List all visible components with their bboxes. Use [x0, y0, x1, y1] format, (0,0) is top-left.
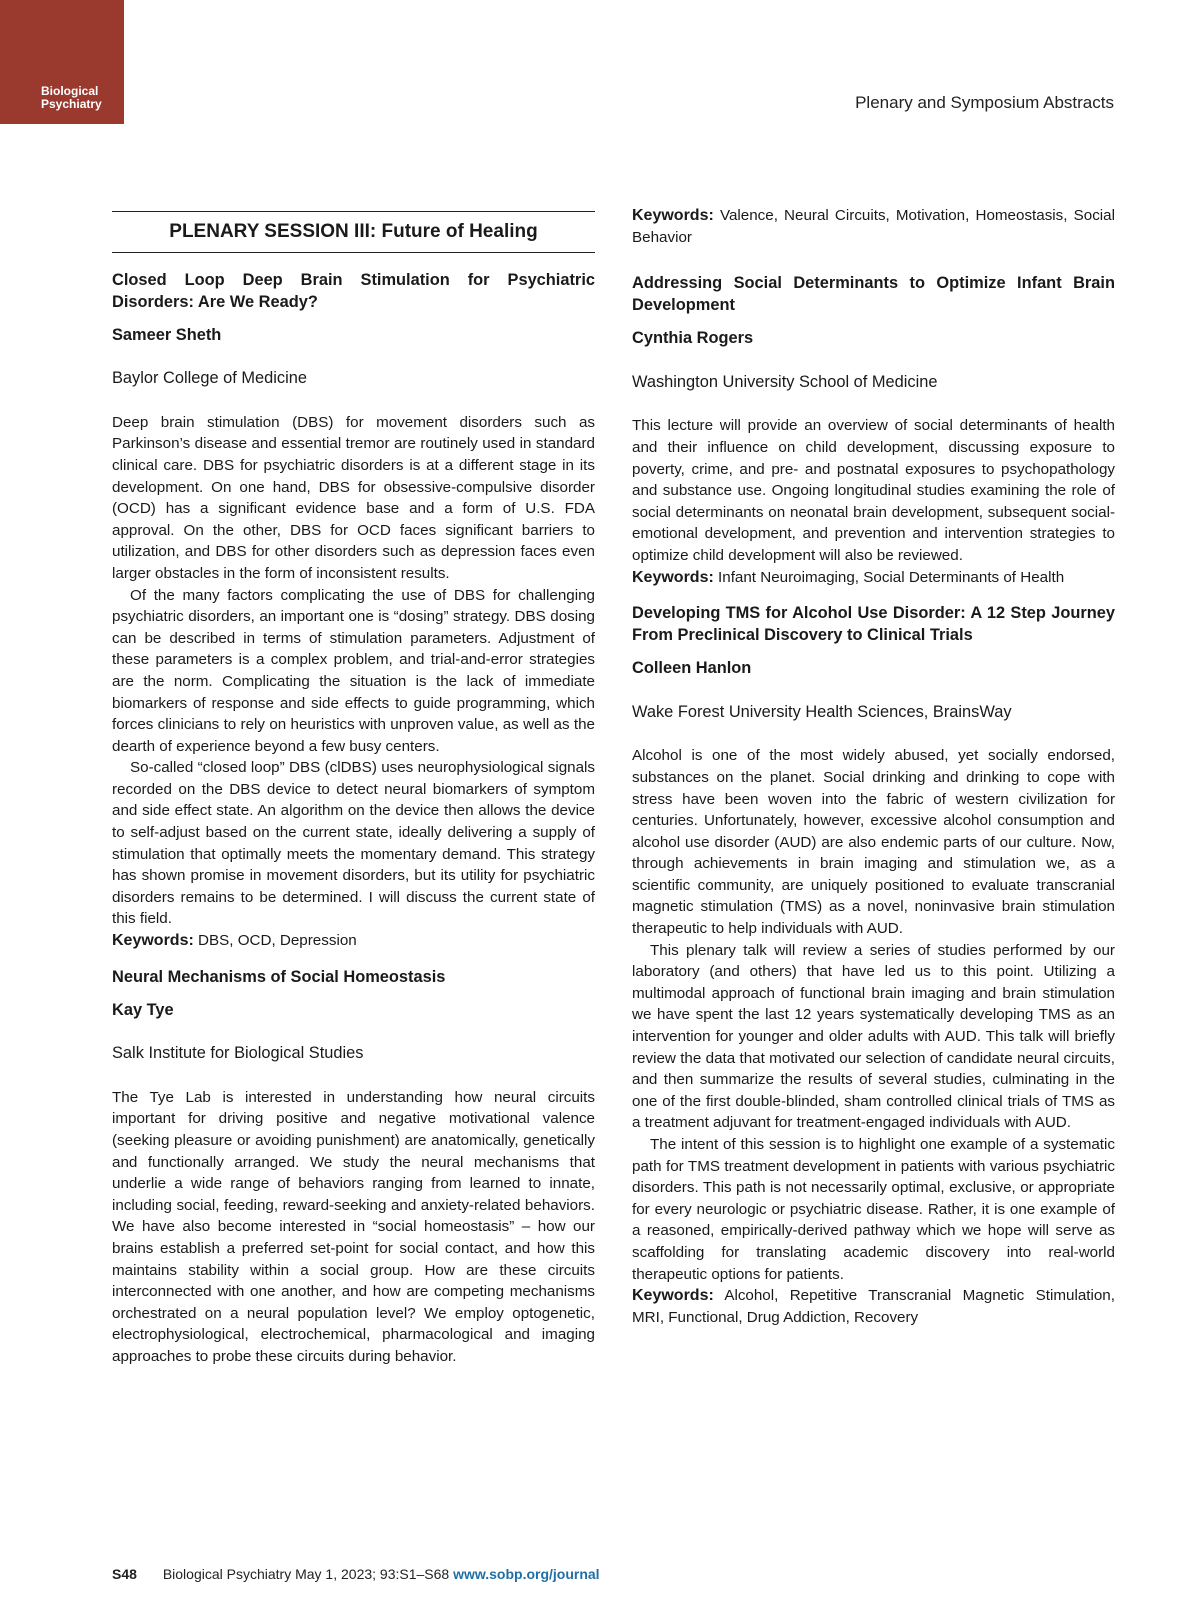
abstract-title: Developing TMS for Alcohol Use Disorder: A 12 Step Journey From Preclinical Discovery to Clinical Trials	[632, 604, 1115, 645]
abstract-paragraph: Of the many factors complicating the use of DBS for challenging psychiatric disorders, an important one is “dosing” strategy. DBS dosing can be described in terms of stimulation parameters. Adjustment of these parameters is a complex problem, and trial-and-error strategies are the norm. Complicating the situation is the lack of immediate biomarkers of response and side effects to guide programming, which forces clinicians to rely on heuristics with unproven value, as well as the dearth of experience beyond a few busy centers.	[112, 586, 595, 755]
journal-logo	[0, 0, 124, 124]
abstract-paragraph: This lecture will provide an overview of social determinants of health and their influence on child development, discussing exposure to poverty, crime, and pre- and postnatal exposures to psychopathology and substance use. Ongoing longitudinal studies examining the role of social determinants on neonatal brain development, subsequent social-emotional development, and prevention and intervention strategies to optimize child development will also be reviewed.	[632, 417, 1115, 564]
abstract-keywords	[632, 567, 1115, 589]
abstract-paragraph: This plenary talk will review a series of studies performed by our laboratory (and others) that have led us to this point. Utilizing a multimodal approach of functional brain imaging and brain stimulation we have spent the last 12 years systematically developing TMS as an intervention for younger and older adults with AUD. This talk will briefly review the data that motivated our selection of candidate neural circuits, and then summarize the results of several studies, culminating in the one of the first double-blinded, sham controlled clinical trials of TMS as a treatment adjuvant for treatment-engaged individuals with AUD.	[632, 941, 1115, 1132]
keywords-label: Keywords:	[632, 1287, 714, 1305]
abstract-paragraph: Alcohol is one of the most widely abused, yet socially endorsed, substances on the planet. Social drinking and drinking to cope with stress have been woven into the fabric of western civilization for centuries. Unfortunately, however, excessive alcohol consumption and alcohol use disorder (AUD) are also endemic parts of our culture. Now, through achievements in brain imaging and stimulation we, as a scientific community, are uniquely positioned to evaluate transcranial magnetic stimulation (TMS) as a novel, noninvasive brain stimulation therapeutic to help individuals with AUD.	[632, 747, 1115, 938]
abstract-paragraph: The intent of this session is to highlight one example of a systematic path for TMS treatment development in patients with various psychiatric disorders. This path is not necessarily optimal, exclusive, or appropriate for every neurologic or psychiatric disease. Rather, it is one example of a reasoned, empirically-derived pathway which we hope will serve as scaffolding for translating academic discovery into real-world therapeutic options for patients.	[632, 1136, 1115, 1283]
journal-logo-text	[41, 85, 102, 111]
abstract-keywords	[632, 205, 1115, 248]
abstract-title: Neural Mechanisms of Social Homeostasis	[112, 967, 446, 986]
page-number: S48	[112, 1566, 137, 1582]
keywords-text: Infant Neuroimaging, Social Determinants of Health	[718, 568, 1065, 586]
left-column	[112, 205, 595, 1368]
abstract-affiliation: Baylor College of Medicine	[112, 369, 307, 388]
abstract-affiliation: Washington University School of Medicine	[632, 372, 938, 391]
citation: Biological Psychiatry May 1, 2023; 93:S1–S68	[162, 1566, 450, 1582]
logo-line-2: Psychiatry	[41, 97, 102, 111]
keywords-label: Keywords:	[632, 207, 714, 224]
abstract-title: Closed Loop Deep Brain Stimulation for Psychiatric Disorders: Are We Ready?	[112, 270, 595, 311]
abstract-paragraph: So-called “closed loop” DBS (clDBS) uses neurophysiological signals recorded on the DBS device to detect neural biomarkers of symptom and side effect state. An algorithm on the device then allows the device to self-adjust based on the current state, ideally delivering a supply of stimulation that optimally meets the momentary demand. This strategy has shown promise in movement disorders, but its utility for psychiatric disorders remains to be determined. I will discuss the current state of this field.	[112, 759, 595, 928]
abstract-author: Colleen Hanlon	[632, 659, 752, 678]
abstract-title: Addressing Social Determinants to Optimize Infant Brain Development	[632, 274, 1115, 315]
page-footer	[112, 1566, 600, 1582]
keywords-text: Valence, Neural Circuits, Motivation, Homeostasis, Social Behavior	[632, 207, 1115, 246]
keywords-label: Keywords:	[632, 568, 714, 586]
keywords-text: Alcohol, Repetitive Transcranial Magnetic Stimulation, MRI, Functional, Drug Addiction, Recovery	[632, 1287, 1115, 1326]
abstract-author: Kay Tye	[112, 1000, 174, 1019]
abstract-paragraph: The Tye Lab is interested in understanding how neural circuits important for driving positive and negative motivational valence (seeking pleasure or avoiding punishment) are anatomically, genetically and functionally arranged. We study the neural mechanisms that underlie a wide range of behaviors ranging from learned to innate, including social, feeding, reward-seeking and anxiety-related behaviors. We have also become interested in “social homeostasis” – how our brains establish a preferred set-point for social contact, and how this maintains stability within a social group. How are these circuits interconnected with one another, and how are competing mechanisms orchestrated on a neural population level? We employ optogenetic, electrophysiological, electrochemical, pharmacological and imaging approaches to probe these circuits during behavior.	[112, 1088, 595, 1365]
running-head: Plenary and Symposium Abstracts	[855, 93, 1114, 112]
abstract-keywords	[112, 930, 595, 952]
abstract-affiliation: Salk Institute for Biological Studies	[112, 1044, 364, 1063]
abstract-keywords	[632, 1285, 1115, 1328]
right-column	[632, 205, 1115, 1328]
abstract-affiliation: Wake Forest University Health Sciences, BrainsWay	[632, 702, 1012, 721]
abstract-paragraph: Deep brain stimulation (DBS) for movement disorders such as Parkinson’s disease and essential tremor are routinely used in standard clinical care. DBS for psychiatric disorders is at a different stage in its development. On one hand, DBS for obsessive-compulsive disorder (OCD) has a significant evidence base and a form of U.S. FDA approval. On the other, DBS for OCD faces significant barriers to utilization, and DBS for other disorders such as depression faces even larger obstacles in the form of inconsistent results.	[112, 413, 595, 582]
abstract-author: Cynthia Rogers	[632, 329, 754, 348]
keywords-label: Keywords:	[112, 932, 194, 950]
session-title: PLENARY SESSION III: Future of Healing	[112, 211, 595, 253]
logo-line-1: Biological	[41, 84, 99, 98]
journal-link[interactable]: www.sobp.org/journal	[453, 1566, 600, 1582]
abstract-author: Sameer Sheth	[112, 325, 222, 344]
keywords-text: DBS, OCD, Depression	[198, 932, 357, 950]
